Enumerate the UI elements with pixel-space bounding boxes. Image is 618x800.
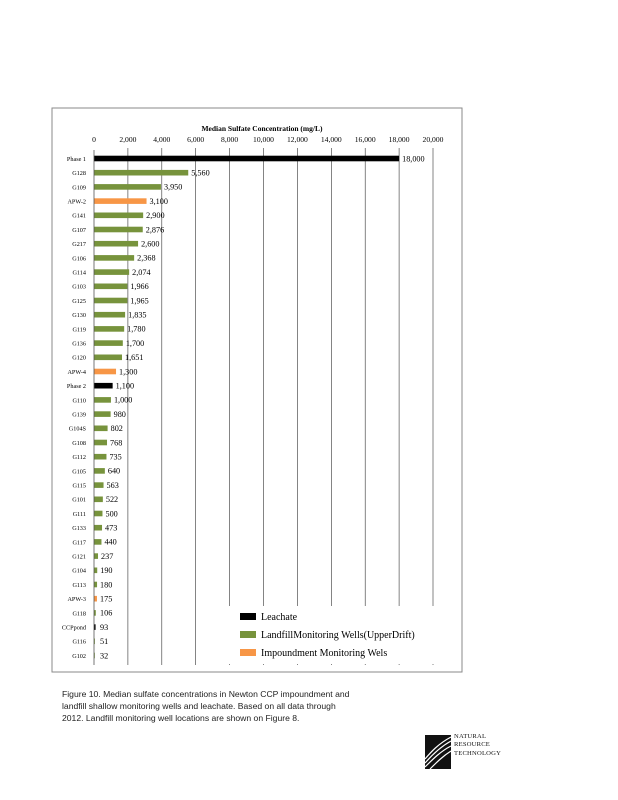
value-label: 2,600 [141,239,160,249]
value-label: 5,560 [191,168,210,178]
category-label: G104 [72,567,86,575]
category-label: G121 [72,553,86,561]
value-label: 473 [105,523,118,533]
bar [94,468,105,474]
legend-swatch [240,649,256,656]
logo-mark-icon [424,733,454,773]
category-label: G103 [72,283,86,291]
value-label: 32 [100,651,109,661]
bar [94,397,111,403]
bar [94,525,102,531]
company-logo [424,733,534,773]
caption-line-1: Figure 10. Median sulfate concentrations in Newton CCP impoundment and [62,689,350,699]
bar [94,426,108,432]
chart-frame [52,108,462,672]
bar [94,227,143,233]
bar [94,255,134,261]
category-label: G109 [72,184,86,192]
bar [94,184,161,190]
category-label: G115 [72,482,86,490]
bar [94,198,147,204]
bar [94,213,143,219]
category-label: G136 [72,340,86,348]
bar [94,539,101,545]
category-label: G130 [72,312,86,320]
category-label: G117 [72,539,86,547]
caption-line-3: 2012. Landfill monitoring well locations are shown on Figure 8. [62,713,300,723]
bar [94,340,123,346]
legend [228,606,456,664]
value-label: 1,966 [130,282,149,292]
value-label: 1,651 [124,353,144,363]
category-label: G217 [72,241,86,249]
x-tick-label: 16,000 [354,135,376,144]
bar [94,411,111,417]
bar [94,497,103,503]
category-label: G139 [72,411,86,419]
bar [94,312,125,318]
category-label: G107 [72,226,86,234]
bar [94,156,399,162]
x-tick-label: 12,000 [286,135,308,144]
value-label: 3,100 [149,196,168,206]
value-label: 522 [105,495,119,505]
category-label: G112 [72,454,86,462]
value-label: 640 [107,466,121,476]
legend-swatch [240,613,256,620]
category-label: G128 [72,170,86,178]
value-label: 2,074 [132,267,151,277]
value-label: 1,300 [119,367,138,377]
x-tick-label: 14,000 [320,135,342,144]
category-label: G125 [72,297,86,305]
value-label: 440 [104,537,117,547]
category-label: CCPpond [61,624,86,632]
value-label: 802 [110,424,123,434]
bar [94,284,127,290]
x-tick-label: 6,000 [187,135,205,144]
value-label: 1,965 [130,296,149,306]
value-label: 106 [100,608,113,618]
value-label: 93 [100,622,109,632]
bar [94,298,127,304]
logo-text [454,733,501,758]
x-tick-label: 0 [92,135,96,144]
bar [94,511,102,517]
value-label: 1,100 [115,381,135,391]
category-label: G141 [72,212,86,220]
value-label: 1,700 [125,338,145,348]
bar [94,582,97,588]
value-label: 190 [100,566,113,576]
value-label: 1,780 [127,324,146,334]
value-label: 180 [100,580,113,590]
x-tick-label: 8,000 [221,135,239,144]
category-label: G116 [72,638,86,646]
legend-label: Impoundment Monitoring Wels [261,648,388,659]
category-label: G120 [72,354,86,362]
bar [94,454,106,460]
bar [94,568,97,574]
bar [94,596,97,602]
category-label: Phase 1 [66,155,86,163]
value-label: 735 [109,452,122,462]
value-label: 768 [110,438,123,448]
legend-label: Leachate [261,612,298,623]
logo-line-2: RESOURCE [454,741,491,749]
bar [94,241,138,247]
x-tick-label: 10,000 [253,135,274,144]
category-label: G133 [72,525,86,533]
legend-label: LandfillMonitoring Wells(UpperDrift) [261,630,415,641]
category-label: Phase 2 [66,383,86,391]
bar [94,482,104,488]
legend-swatch [240,631,256,638]
value-label: 175 [100,594,113,604]
category-label: APW-4 [67,368,86,376]
value-label: 2,368 [137,253,156,263]
category-label: APW-3 [67,596,86,604]
caption-line-2: landfill shallow monitoring wells and leachate. Based on all data through [62,701,336,711]
bar [94,369,116,375]
category-label: G104S [68,425,86,433]
value-label: 1,000 [113,395,133,405]
bar [94,355,122,361]
bar [94,269,129,275]
value-label: 2,876 [145,225,165,235]
category-label: G106 [72,255,86,263]
figure-caption [62,688,352,724]
x-tick-label: 4,000 [153,135,171,144]
chart-title: Median Sulfate Concentration (mg/L) [201,124,323,133]
logo-line-1: NATURAL [454,733,487,740]
value-label: 3,950 [163,182,183,192]
value-label: 2,900 [146,211,165,221]
x-tick-label: 2,000 [119,135,137,144]
value-label: 563 [106,480,119,490]
category-label: G108 [72,439,86,447]
category-label: G113 [72,581,86,589]
category-label: G114 [72,269,86,277]
value-label: 51 [100,637,109,647]
logo-line-3: TECHNOLOGY [454,749,502,757]
category-label: G110 [72,397,86,405]
value-label: 237 [101,551,114,561]
bar [94,383,113,389]
bar [94,553,98,559]
category-label: G105 [72,468,86,476]
value-label: 980 [113,409,126,419]
x-tick-label: 18,000 [388,135,410,144]
bar [94,440,107,446]
category-label: G111 [72,510,86,518]
value-label: 18,000 [402,154,425,164]
bar [94,170,188,176]
category-label: G118 [72,610,86,618]
x-tick-label: 20,000 [422,135,444,144]
value-label: 1,835 [128,310,147,320]
category-label: G102 [72,652,86,660]
category-label: G119 [72,326,86,334]
category-label: G101 [72,496,86,504]
bar [94,326,124,332]
value-label: 500 [105,509,118,519]
category-label: APW-2 [67,198,86,206]
